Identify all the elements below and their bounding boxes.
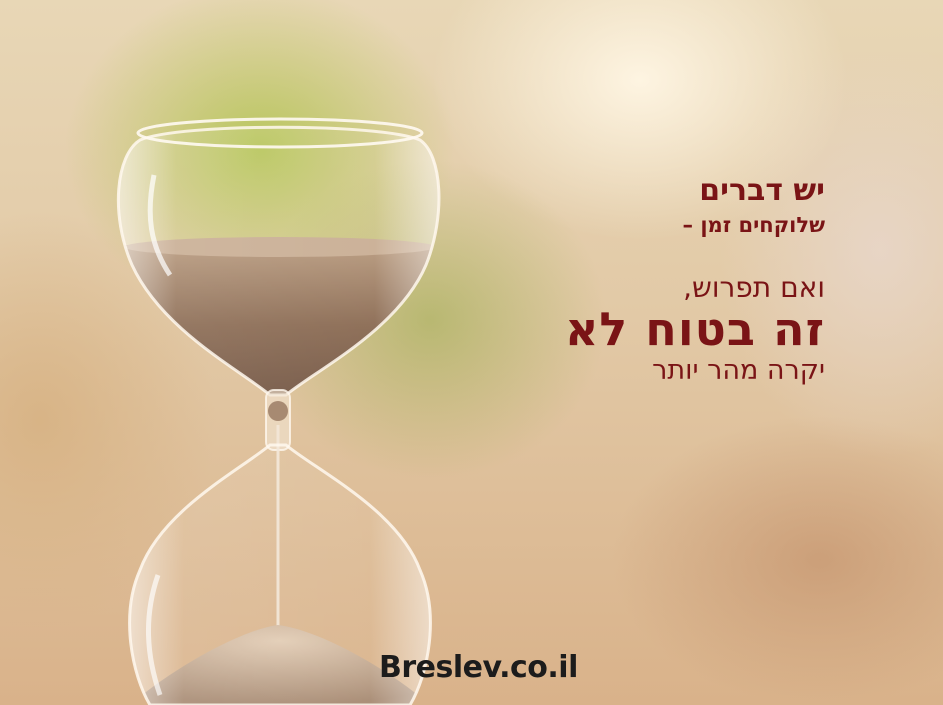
tagline-line-3: ואם תפרוש, xyxy=(683,271,825,304)
tagline-line-5: יקרה מהר יותר xyxy=(652,355,825,386)
top-bulb xyxy=(118,127,439,395)
tagline-line-1: יש דברים xyxy=(699,173,825,208)
tagline-block xyxy=(565,172,825,388)
hourglass-illustration xyxy=(110,95,450,705)
site-logo: Breslev.co.il xyxy=(379,650,578,685)
tagline-line-2: שלוקחים זמן – xyxy=(682,213,825,237)
tagline-headline: זה בטוח לא xyxy=(564,302,825,356)
